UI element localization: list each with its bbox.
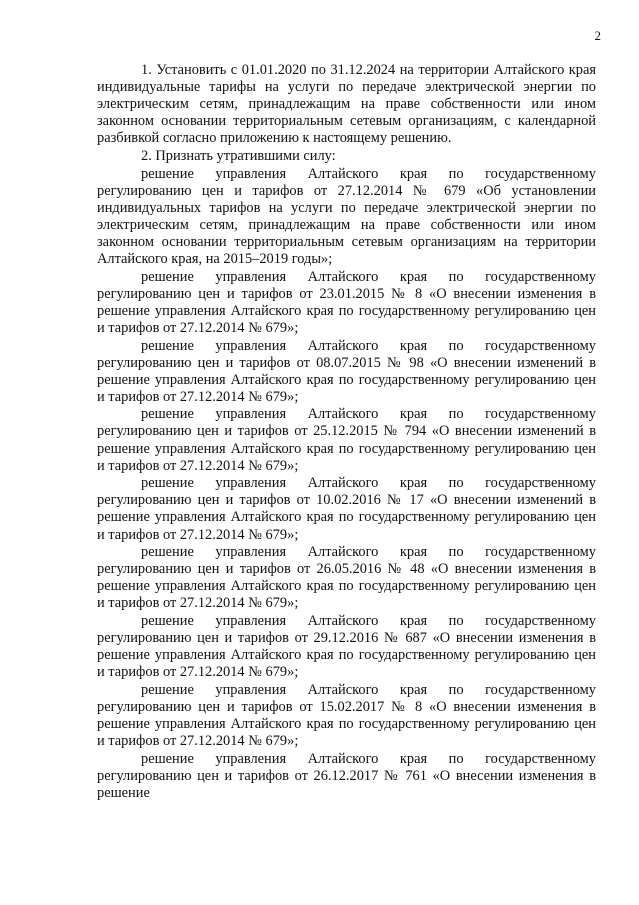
repealed-decision-item: решение управления Алтайского края по государственному регулированию цен и тарифов от 25.12.2015 № 794 «О внесении изменений в решение управления Алтайского края по государственному регулированию цен и тарифов от 27.12.2014 № 679»; [97, 406, 596, 474]
repealed-decision-item: решение управления Алтайского края по государственному регулированию цен и тарифов от 23.01.2015 № 8 «О внесении изменения в решение управления Алтайского края по государственному регулированию цен и тарифов от 27.12.2014 № 679»; [97, 268, 596, 336]
repealed-decision-item: решение управления Алтайского края по государственному регулированию цен и тарифов от 08.07.2015 № 98 «О внесении изменений в решение управления Алтайского края по государственному регулированию цен и тарифов от 27.12.2014 № 679»; [97, 337, 596, 405]
repealed-decision-item: решение управления Алтайского края по государственному регулированию цен и тарифов от 15.02.2017 № 8 «О внесении изменения в решение управления Алтайского края по государственному регулированию цен и тарифов от 27.12.2014 № 679»; [97, 681, 596, 750]
repealed-decision-item: решение управления Алтайского края по государственному регулированию цен и тарифов от 26.12.2017 № 761 «О внесении изменения в решение [97, 750, 596, 801]
repealed-decision-item: решение управления Алтайского края по государственному регулированию цен и тарифов от 27.12.2014 № 679 «Об установлении индивидуальных тарифов на услуги по передаче электрической энергии по электрическим сетям, принадлежащим на праве собственности или ином законном основании территориальным сетевым организациям на территории Алтайского края, на 2015–2019 годы»; [97, 165, 596, 268]
document-body [97, 62, 596, 803]
paragraph-item-2-invalidate: 2. Признать утратившими силу: [141, 147, 336, 164]
page-number: 2 [594, 28, 601, 43]
repealed-decision-item: решение управления Алтайского края по государственному регулированию цен и тарифов от 29.12.2016 № 687 «О внесении изменения в решение управления Алтайского края по государственному регулированию цен и тарифов от 27.12.2014 № 679»; [97, 613, 596, 681]
repealed-decision-item: решение управления Алтайского края по государственному регулированию цен и тарифов от 10.02.2016 № 17 «О внесении изменений в решение управления Алтайского края по государственному регулированию цен и тарифов от 27.12.2014 № 679»; [97, 475, 596, 543]
paragraph-item-1-establish-tariffs: 1. Установить с 01.01.2020 по 31.12.2024 на территории Алтайского края индивидуальные тарифы на услуги по передаче электрической энергии по электрическим сетям, принадлежащим на праве собственности или ином законном основании территориальным сетевым организациям, с календарной разбивкой согласно приложению к настоящему решению. [97, 62, 596, 147]
repealed-decision-item: решение управления Алтайского края по государственному регулированию цен и тарифов от 26.05.2016 № 48 «О внесении изменения в решение управления Алтайского края по государственному регулированию цен и тарифов от 27.12.2014 № 679»; [97, 544, 596, 612]
